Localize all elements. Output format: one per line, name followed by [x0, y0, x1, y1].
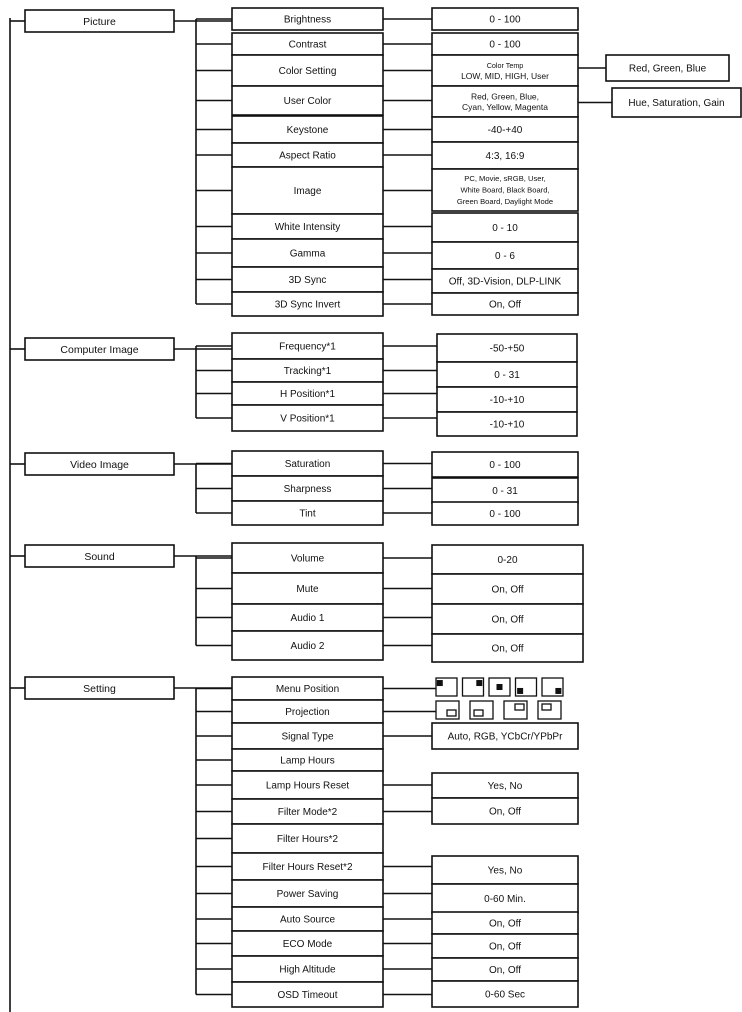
- extra-value-text: Hue, Saturation, Gain: [628, 98, 725, 110]
- value-text: On, Off: [491, 643, 524, 655]
- projector-shape: [515, 704, 524, 710]
- value-text: Yes, No: [487, 865, 523, 877]
- menu-item-label: Tint: [299, 508, 316, 520]
- menu-item-label: Menu Position: [275, 684, 340, 696]
- value-text: Red, Green, Blue,: [470, 91, 540, 102]
- value-text: 0 - 6: [494, 251, 516, 263]
- menu-position-marker: [476, 680, 482, 686]
- menu-item-label: Color Setting: [278, 66, 337, 78]
- menu-item-label: Tracking*1: [283, 366, 332, 378]
- menu-position-marker: [555, 688, 561, 694]
- section-label: Computer Image: [60, 343, 139, 356]
- value-text: 0 - 100: [489, 509, 521, 521]
- value-text: -40-+40: [487, 125, 523, 137]
- value-text: 0 - 100: [489, 39, 521, 51]
- menu-item-label: Saturation: [284, 459, 331, 471]
- menu-item-label: Signal Type: [281, 731, 334, 743]
- value-text: LOW, MID, HIGH, User: [461, 70, 549, 81]
- menu-item-label: High Altitude: [279, 964, 336, 976]
- projector-shape: [542, 704, 551, 710]
- extra-value-text: Red, Green, Blue: [628, 63, 707, 75]
- section-label: Video Image: [70, 458, 129, 471]
- menu-nodes: [25, 8, 741, 1007]
- menu-item-label: Audio 2: [290, 641, 325, 653]
- menu-item-label: Contrast: [288, 39, 327, 51]
- menu-item-label: Sharpness: [283, 484, 332, 496]
- value-text: 0-60 Min.: [484, 894, 526, 906]
- menu-item-label: Volume: [290, 553, 325, 565]
- menu-item-label: White Intensity: [274, 222, 341, 234]
- menu-item-label: Filter Hours*2: [276, 834, 339, 846]
- menu-item-label: OSD Timeout: [277, 990, 338, 1002]
- value-text: 0 - 31: [492, 486, 518, 498]
- menu-item-label: Image: [293, 186, 322, 198]
- value-text: PC, Movie, sRGB, User,: [464, 174, 546, 184]
- menu-item-label: Filter Hours Reset*2: [262, 862, 353, 874]
- value-text: On, Off: [488, 806, 522, 818]
- value-text: -50-+50: [489, 343, 525, 355]
- value-text: On, Off: [488, 965, 522, 977]
- menu-item-label: Aspect Ratio: [279, 150, 336, 162]
- value-text: 0-60 Sec: [484, 989, 526, 1001]
- section-label: Setting: [83, 682, 116, 695]
- value-text: -10-+10: [489, 419, 525, 431]
- value-text: Yes, No: [487, 781, 523, 793]
- menu-item-label: ECO Mode: [282, 939, 333, 951]
- value-text: On, Off: [491, 614, 524, 626]
- projector-shape: [447, 710, 456, 716]
- value-text: Green Board, Daylight Mode: [456, 197, 554, 207]
- section-label: Picture: [83, 15, 116, 28]
- projector-shape: [474, 710, 483, 716]
- menu-item-label: Gamma: [289, 248, 326, 260]
- menu-item-label: V Position*1: [280, 413, 335, 425]
- menu-item-label: Brightness: [283, 14, 332, 26]
- menu-item-label: 3D Sync Invert: [274, 299, 341, 311]
- menu-item-label: Audio 1: [290, 613, 325, 625]
- value-text: On, Off: [491, 584, 524, 596]
- value-text: 0 - 31: [494, 370, 520, 382]
- menu-position-marker: [517, 688, 523, 694]
- menu-item-label: Lamp Hours: [280, 755, 335, 767]
- value-text: 0 - 100: [489, 460, 521, 472]
- value-text: Color Temp: [486, 60, 524, 70]
- value-text: Auto, RGB, YCbCr/YPbPr: [447, 731, 563, 743]
- value-text: On, Off: [488, 299, 522, 311]
- menu-item-label: Power Saving: [276, 889, 339, 901]
- value-text: On, Off: [488, 918, 522, 930]
- menu-item-label: Lamp Hours Reset: [265, 780, 350, 792]
- menu-position-marker: [437, 680, 443, 686]
- value-text: Off, 3D-Vision, DLP-LINK: [448, 276, 562, 288]
- menu-position-marker: [497, 684, 503, 690]
- menu-item-label: Frequency*1: [279, 341, 336, 353]
- value-text: White Board, Black Board,: [460, 185, 550, 195]
- value-text: 0 - 10: [492, 223, 518, 235]
- value-text: 0 - 100: [489, 14, 521, 26]
- menu-item-label: 3D Sync: [288, 275, 327, 287]
- menu-item-label: Keystone: [286, 125, 329, 137]
- menu-item-label: Filter Mode*2: [277, 807, 338, 819]
- value-text: 4:3, 16:9: [485, 151, 525, 163]
- value-text: On, Off: [488, 941, 522, 953]
- menu-item-label: Projection: [285, 707, 330, 719]
- section-label: Sound: [84, 550, 115, 563]
- value-text: 0-20: [497, 555, 518, 567]
- menu-item-label: User Color: [283, 96, 332, 108]
- menu-item-label: Auto Source: [279, 914, 336, 926]
- value-text: -10-+10: [489, 395, 525, 407]
- menu-item-label: Mute: [296, 584, 319, 596]
- value-text: Cyan, Yellow, Magenta: [461, 101, 549, 112]
- menu-item-label: H Position*1: [279, 389, 336, 401]
